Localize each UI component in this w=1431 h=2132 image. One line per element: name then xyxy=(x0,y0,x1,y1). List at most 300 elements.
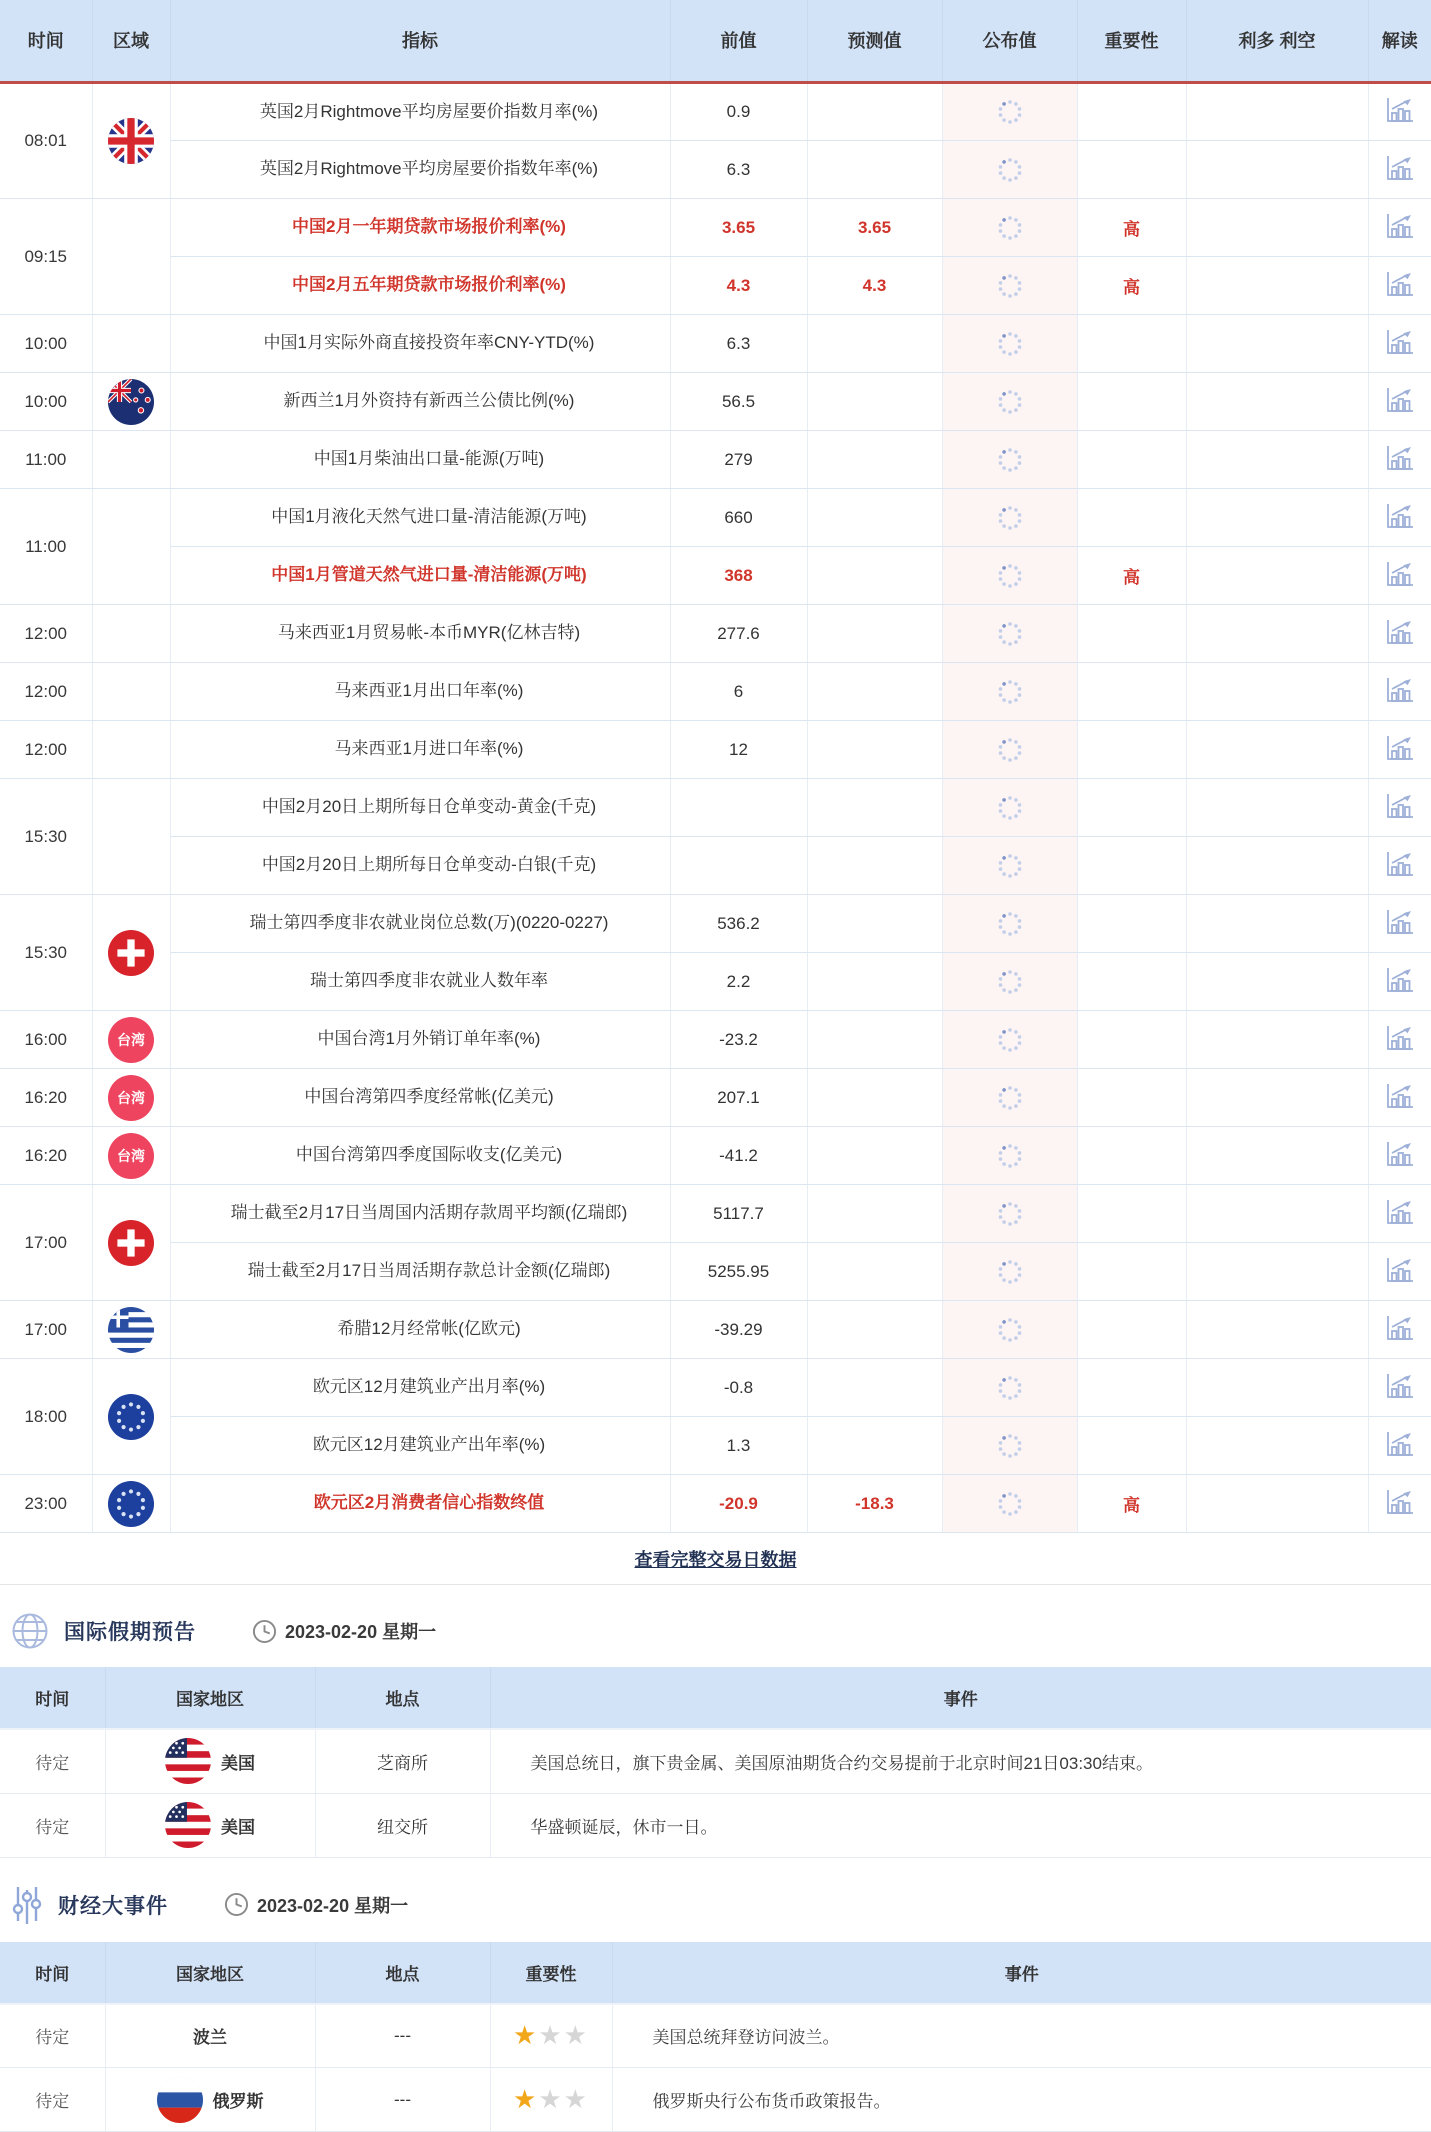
detail-chart-button[interactable] xyxy=(1368,1185,1431,1243)
published-value-cell xyxy=(942,1069,1077,1127)
previous-value: 4.3 xyxy=(670,257,807,315)
loading-spinner-icon xyxy=(995,909,1025,939)
time-cell: 12:00 xyxy=(0,663,92,721)
loading-spinner-icon xyxy=(995,271,1025,301)
detail-chart-button[interactable] xyxy=(1368,1417,1431,1475)
published-value-cell xyxy=(942,1127,1077,1185)
event-text: 俄罗斯央行公布货币政策报告。 xyxy=(612,2068,1431,2132)
chart-icon xyxy=(1384,850,1415,877)
indicator-name: 英国2月Rightmove平均房屋要价指数年率(%) xyxy=(170,141,670,199)
previous-value: 5255.95 xyxy=(670,1243,807,1301)
indicator-name: 欧元区12月建筑业产出年率(%) xyxy=(170,1417,670,1475)
published-value-cell xyxy=(942,837,1077,895)
bias-cell xyxy=(1186,837,1368,895)
indicator-name: 中国1月管道天然气进口量-清洁能源(万吨) xyxy=(170,547,670,605)
published-value-cell xyxy=(942,1185,1077,1243)
event-row xyxy=(0,2004,1431,2068)
chart-icon xyxy=(1384,386,1415,413)
eu-flag-icon xyxy=(108,1481,154,1527)
bias-cell xyxy=(1186,1475,1368,1533)
ch-region-cell xyxy=(92,1185,170,1301)
gr-flag-icon xyxy=(108,1307,154,1353)
detail-chart-button[interactable] xyxy=(1368,953,1431,1011)
column-header-0: 时间 xyxy=(0,0,92,82)
tw-region-cell xyxy=(92,1069,170,1127)
forecast-value xyxy=(807,1359,942,1417)
location-cell: 纽交所 xyxy=(315,1793,490,1857)
tw-region-cell xyxy=(92,1127,170,1185)
eu-region-cell xyxy=(92,1359,170,1475)
bias-cell xyxy=(1186,431,1368,489)
holiday-date-text: 2023-02-20 星期一 xyxy=(285,1622,437,1643)
chart-icon xyxy=(1384,1372,1415,1399)
published-value-cell xyxy=(942,1417,1077,1475)
time-cell: 17:00 xyxy=(0,1185,92,1301)
region-cell xyxy=(92,663,170,721)
region-cell xyxy=(92,605,170,663)
forecast-value xyxy=(807,431,942,489)
chart-icon xyxy=(1384,676,1415,703)
eu-flag-icon xyxy=(108,1394,154,1440)
country-name: 美国 xyxy=(221,1753,255,1773)
loading-spinner-icon xyxy=(995,1083,1025,1113)
loading-spinner-icon xyxy=(995,561,1025,591)
loading-spinner-icon xyxy=(995,387,1025,417)
importance-cell xyxy=(1077,837,1186,895)
detail-chart-button[interactable] xyxy=(1368,315,1431,373)
published-value-cell xyxy=(942,1301,1077,1359)
detail-chart-button[interactable] xyxy=(1368,82,1431,141)
published-value-cell xyxy=(942,721,1077,779)
chart-icon xyxy=(1384,618,1415,645)
indicator-name: 英国2月Rightmove平均房屋要价指数月率(%) xyxy=(170,82,670,141)
events-section xyxy=(0,1884,1431,2132)
column-header-1: 区域 xyxy=(92,0,170,82)
detail-chart-button[interactable] xyxy=(1368,373,1431,431)
chart-icon xyxy=(1384,1198,1415,1225)
column-header-4: 事件 xyxy=(612,1942,1431,2004)
bias-cell xyxy=(1186,257,1368,315)
time-cell: 16:20 xyxy=(0,1069,92,1127)
indicator-name: 中国2月五年期贷款市场报价利率(%) xyxy=(170,257,670,315)
published-value-cell xyxy=(942,779,1077,837)
importance-cell xyxy=(1077,663,1186,721)
published-value-cell xyxy=(942,1359,1077,1417)
country-name: 美国 xyxy=(221,1817,255,1837)
indicator-row xyxy=(0,257,1431,315)
time-cell: 10:00 xyxy=(0,315,92,373)
column-header-3: 前值 xyxy=(670,0,807,82)
footer-link-bar xyxy=(0,1533,1431,1585)
detail-chart-button[interactable] xyxy=(1368,547,1431,605)
published-value-cell xyxy=(942,605,1077,663)
chart-icon xyxy=(1384,444,1415,471)
star-icon: ★ xyxy=(538,2020,564,2051)
ru-flag-icon xyxy=(157,2077,203,2123)
published-value-cell xyxy=(942,953,1077,1011)
published-value-cell xyxy=(942,1475,1077,1533)
detail-chart-button[interactable] xyxy=(1368,1127,1431,1185)
detail-chart-button[interactable] xyxy=(1368,837,1431,895)
importance-cell xyxy=(1077,1127,1186,1185)
published-value-cell xyxy=(942,547,1077,605)
published-value-cell xyxy=(942,141,1077,199)
indicator-row xyxy=(0,1301,1431,1359)
time-cell: 18:00 xyxy=(0,1359,92,1475)
detail-chart-button[interactable] xyxy=(1368,605,1431,663)
holiday-table xyxy=(0,1667,1431,1858)
calendar-header-row xyxy=(0,0,1431,82)
indicator-name: 瑞士截至2月17日当周活期存款总计金额(亿瑞郎) xyxy=(170,1243,670,1301)
forecast-value xyxy=(807,547,942,605)
region-cell xyxy=(92,199,170,315)
clock-icon xyxy=(252,1619,277,1644)
view-full-day-data-link[interactable]: 查看完整交易日数据 xyxy=(634,1549,797,1570)
bias-cell xyxy=(1186,82,1368,141)
bias-cell xyxy=(1186,953,1368,1011)
previous-value xyxy=(670,779,807,837)
column-header-8: 解读 xyxy=(1368,0,1431,82)
published-value-cell xyxy=(942,82,1077,141)
event-row xyxy=(0,2068,1431,2132)
importance-cell xyxy=(1077,489,1186,547)
importance-cell xyxy=(1077,1069,1186,1127)
previous-value: 0.9 xyxy=(670,82,807,141)
detail-chart-button[interactable] xyxy=(1368,779,1431,837)
loading-spinner-icon xyxy=(995,445,1025,475)
previous-value: -0.8 xyxy=(670,1359,807,1417)
holiday-date xyxy=(252,1618,436,1644)
indicator-row xyxy=(0,779,1431,837)
country-cell xyxy=(105,2004,315,2068)
forecast-value xyxy=(807,953,942,1011)
loading-spinner-icon xyxy=(995,329,1025,359)
location-cell: --- xyxy=(315,2004,490,2068)
indicator-name: 中国1月柴油出口量-能源(万吨) xyxy=(170,431,670,489)
loading-spinner-icon xyxy=(995,619,1025,649)
event-text: 美国总统日，旗下贵金属、美国原油期货合约交易提前于北京时间21日03:30结束。 xyxy=(490,1729,1431,1793)
country-cell xyxy=(105,1729,315,1793)
importance-cell xyxy=(1077,779,1186,837)
chart-icon xyxy=(1384,1024,1415,1051)
published-value-cell xyxy=(942,315,1077,373)
forecast-value xyxy=(807,373,942,431)
nz-region-cell xyxy=(92,373,170,431)
indicator-row xyxy=(0,1069,1431,1127)
bias-cell xyxy=(1186,895,1368,953)
loading-spinner-icon xyxy=(995,1373,1025,1403)
region-cell xyxy=(92,431,170,489)
loading-spinner-icon xyxy=(995,213,1025,243)
time-cell: 16:20 xyxy=(0,1127,92,1185)
forecast-value xyxy=(807,663,942,721)
holiday-row xyxy=(0,1793,1431,1857)
chart-icon xyxy=(1384,1140,1415,1167)
holiday-row xyxy=(0,1729,1431,1793)
eu-region-cell xyxy=(92,1475,170,1533)
nz-flag-icon xyxy=(108,379,154,425)
forecast-value xyxy=(807,1185,942,1243)
published-value-cell xyxy=(942,431,1077,489)
importance-cell xyxy=(1077,895,1186,953)
previous-value: 277.6 xyxy=(670,605,807,663)
column-header-5: 公布值 xyxy=(942,0,1077,82)
column-header-3: 重要性 xyxy=(490,1942,612,2004)
forecast-value xyxy=(807,1127,942,1185)
bias-cell xyxy=(1186,779,1368,837)
previous-value: 368 xyxy=(670,547,807,605)
sliders-icon xyxy=(10,1884,44,1926)
loading-spinner-icon xyxy=(995,1199,1025,1229)
forecast-value xyxy=(807,1301,942,1359)
column-header-1: 国家地区 xyxy=(105,1942,315,2004)
indicator-name: 瑞士截至2月17日当周国内活期存款周平均额(亿瑞郎) xyxy=(170,1185,670,1243)
importance-cell xyxy=(1077,1475,1186,1533)
column-header-7: 利多 利空 xyxy=(1186,0,1368,82)
detail-chart-button[interactable] xyxy=(1368,257,1431,315)
indicator-row xyxy=(0,1243,1431,1301)
bias-cell xyxy=(1186,721,1368,779)
indicator-name: 中国2月20日上期所每日仓单变动-白银(千克) xyxy=(170,837,670,895)
previous-value: 3.65 xyxy=(670,199,807,257)
column-header-0: 时间 xyxy=(0,1942,105,2004)
chart-icon xyxy=(1384,1488,1415,1515)
previous-value: 536.2 xyxy=(670,895,807,953)
published-value-cell xyxy=(942,257,1077,315)
detail-chart-button[interactable] xyxy=(1368,1243,1431,1301)
chart-icon xyxy=(1384,96,1415,123)
bias-cell xyxy=(1186,547,1368,605)
detail-chart-button[interactable] xyxy=(1368,1069,1431,1127)
importance-cell xyxy=(1077,1185,1186,1243)
bias-cell xyxy=(1186,489,1368,547)
holiday-section-title: 国际假期预告 xyxy=(64,1621,196,1645)
indicator-row xyxy=(0,1011,1431,1069)
column-header-2: 地点 xyxy=(315,1667,490,1729)
location-cell: --- xyxy=(315,2068,490,2132)
time-cell: 待定 xyxy=(0,2068,105,2132)
time-cell: 09:15 xyxy=(0,199,92,315)
forecast-value xyxy=(807,141,942,199)
loading-spinner-icon xyxy=(995,793,1025,823)
region-cell xyxy=(92,315,170,373)
bias-cell xyxy=(1186,1243,1368,1301)
importance-cell xyxy=(1077,373,1186,431)
indicator-name: 马来西亚1月进口年率(%) xyxy=(170,721,670,779)
loading-spinner-icon xyxy=(995,1141,1025,1171)
bias-cell xyxy=(1186,199,1368,257)
region-cell xyxy=(92,779,170,895)
chart-icon xyxy=(1384,1256,1415,1283)
indicator-name: 马来西亚1月贸易帐-本币MYR(亿林吉特) xyxy=(170,605,670,663)
detail-chart-button[interactable] xyxy=(1368,489,1431,547)
holiday-section-header xyxy=(10,1611,1431,1651)
taiwan-region-badge: 台湾 xyxy=(108,1133,154,1179)
importance-stars xyxy=(490,2004,612,2068)
loading-spinner-icon xyxy=(995,503,1025,533)
location-cell: 芝商所 xyxy=(315,1729,490,1793)
country-name: 俄罗斯 xyxy=(212,2092,264,2112)
bias-cell xyxy=(1186,1127,1368,1185)
chart-icon xyxy=(1384,1082,1415,1109)
published-value-cell xyxy=(942,1011,1077,1069)
forecast-value xyxy=(807,82,942,141)
star-icon: ★ xyxy=(513,2084,539,2115)
previous-value: 56.5 xyxy=(670,373,807,431)
importance-cell xyxy=(1077,431,1186,489)
events-section-header xyxy=(10,1884,1431,1926)
detail-chart-button[interactable] xyxy=(1368,1011,1431,1069)
bias-cell xyxy=(1186,663,1368,721)
importance-cell xyxy=(1077,953,1186,1011)
indicator-name: 中国1月实际外商直接投资年率CNY-YTD(%) xyxy=(170,315,670,373)
time-cell: 10:00 xyxy=(0,373,92,431)
forecast-value xyxy=(807,605,942,663)
country-name: 波兰 xyxy=(193,2028,227,2048)
event-text: 华盛顿诞辰，休市一日。 xyxy=(490,1793,1431,1857)
indicator-name: 中国台湾1月外销订单年率(%) xyxy=(170,1011,670,1069)
detail-chart-button[interactable] xyxy=(1368,895,1431,953)
importance-cell xyxy=(1077,721,1186,779)
indicator-name: 新西兰1月外资持有新西兰公债比例(%) xyxy=(170,373,670,431)
detail-chart-button[interactable] xyxy=(1368,141,1431,199)
indicator-row xyxy=(0,837,1431,895)
detail-chart-button[interactable] xyxy=(1368,431,1431,489)
region-cell xyxy=(92,721,170,779)
indicator-row xyxy=(0,199,1431,257)
time-cell: 23:00 xyxy=(0,1475,92,1533)
chart-icon xyxy=(1384,1430,1415,1457)
column-header-3: 事件 xyxy=(490,1667,1431,1729)
time-cell: 11:00 xyxy=(0,489,92,605)
events-date xyxy=(224,1892,408,1918)
indicator-row xyxy=(0,1475,1431,1533)
previous-value: 1.3 xyxy=(670,1417,807,1475)
bias-cell xyxy=(1186,373,1368,431)
indicator-row xyxy=(0,663,1431,721)
indicator-row xyxy=(0,953,1431,1011)
chart-icon xyxy=(1384,966,1415,993)
published-value-cell xyxy=(942,199,1077,257)
indicator-name: 中国2月一年期贷款市场报价利率(%) xyxy=(170,199,670,257)
gr-region-cell xyxy=(92,1301,170,1359)
importance-cell xyxy=(1077,257,1186,315)
previous-value xyxy=(670,837,807,895)
forecast-value xyxy=(807,315,942,373)
bias-cell xyxy=(1186,1011,1368,1069)
previous-value: 207.1 xyxy=(670,1069,807,1127)
detail-chart-button[interactable] xyxy=(1368,663,1431,721)
us-flag-icon xyxy=(165,1738,211,1784)
indicator-row xyxy=(0,489,1431,547)
forecast-value xyxy=(807,721,942,779)
detail-chart-button[interactable] xyxy=(1368,1301,1431,1359)
column-header-4: 预测值 xyxy=(807,0,942,82)
chart-icon xyxy=(1384,560,1415,587)
star-icon: ★ xyxy=(563,2020,589,2051)
time-cell: 16:00 xyxy=(0,1011,92,1069)
indicator-row xyxy=(0,315,1431,373)
time-cell: 12:00 xyxy=(0,605,92,663)
indicator-row xyxy=(0,1417,1431,1475)
importance-high-label: 高 xyxy=(1123,1496,1140,1516)
star-icon: ★ xyxy=(538,2084,564,2115)
loading-spinner-icon xyxy=(995,155,1025,185)
detail-chart-button[interactable] xyxy=(1368,1475,1431,1533)
events-date-text: 2023-02-20 星期一 xyxy=(257,1895,409,1916)
loading-spinner-icon xyxy=(995,1257,1025,1287)
indicator-name: 马来西亚1月出口年率(%) xyxy=(170,663,670,721)
loading-spinner-icon xyxy=(995,735,1025,765)
indicator-row xyxy=(0,141,1431,199)
bias-cell xyxy=(1186,315,1368,373)
indicator-name: 欧元区12月建筑业产出月率(%) xyxy=(170,1359,670,1417)
detail-chart-button[interactable] xyxy=(1368,199,1431,257)
holiday-header-row xyxy=(0,1667,1431,1729)
event-text: 美国总统拜登访问波兰。 xyxy=(612,2004,1431,2068)
column-header-1: 国家地区 xyxy=(105,1667,315,1729)
forecast-value: -18.3 xyxy=(807,1475,942,1533)
published-value-cell xyxy=(942,489,1077,547)
time-cell: 待定 xyxy=(0,2004,105,2068)
indicator-name: 希腊12月经常帐(亿欧元) xyxy=(170,1301,670,1359)
detail-chart-button[interactable] xyxy=(1368,721,1431,779)
importance-cell xyxy=(1077,605,1186,663)
previous-value: 6 xyxy=(670,663,807,721)
previous-value: 2.2 xyxy=(670,953,807,1011)
previous-value: 12 xyxy=(670,721,807,779)
taiwan-region-badge: 台湾 xyxy=(108,1017,154,1063)
forecast-value xyxy=(807,779,942,837)
tw-region-cell xyxy=(92,1011,170,1069)
chart-icon xyxy=(1384,212,1415,239)
uk-flag-icon xyxy=(108,118,154,164)
indicator-name: 中国台湾第四季度经常帐(亿美元) xyxy=(170,1069,670,1127)
importance-cell xyxy=(1077,1243,1186,1301)
time-cell: 12:00 xyxy=(0,721,92,779)
column-header-0: 时间 xyxy=(0,1667,105,1729)
indicator-row xyxy=(0,373,1431,431)
clock-icon xyxy=(224,1892,249,1917)
indicator-row xyxy=(0,547,1431,605)
importance-high-label: 高 xyxy=(1123,220,1140,240)
previous-value: 6.3 xyxy=(670,315,807,373)
importance-cell xyxy=(1077,1011,1186,1069)
importance-cell xyxy=(1077,199,1186,257)
importance-high-label: 高 xyxy=(1123,278,1140,298)
previous-value: -23.2 xyxy=(670,1011,807,1069)
loading-spinner-icon xyxy=(995,1315,1025,1345)
importance-cell xyxy=(1077,141,1186,199)
detail-chart-button[interactable] xyxy=(1368,1359,1431,1417)
chart-icon xyxy=(1384,908,1415,935)
indicator-name: 中国2月20日上期所每日仓单变动-黄金(千克) xyxy=(170,779,670,837)
forecast-value xyxy=(807,489,942,547)
importance-cell xyxy=(1077,1301,1186,1359)
holiday-section xyxy=(0,1611,1431,1858)
published-value-cell xyxy=(942,663,1077,721)
country-cell xyxy=(105,2068,315,2132)
bias-cell xyxy=(1186,1417,1368,1475)
indicator-row xyxy=(0,605,1431,663)
loading-spinner-icon xyxy=(995,967,1025,997)
indicator-name: 瑞士第四季度非农就业人数年率 xyxy=(170,953,670,1011)
country-cell xyxy=(105,1793,315,1857)
column-header-6: 重要性 xyxy=(1077,0,1186,82)
chart-icon xyxy=(1384,1314,1415,1341)
time-cell: 15:30 xyxy=(0,779,92,895)
forecast-value xyxy=(807,1069,942,1127)
